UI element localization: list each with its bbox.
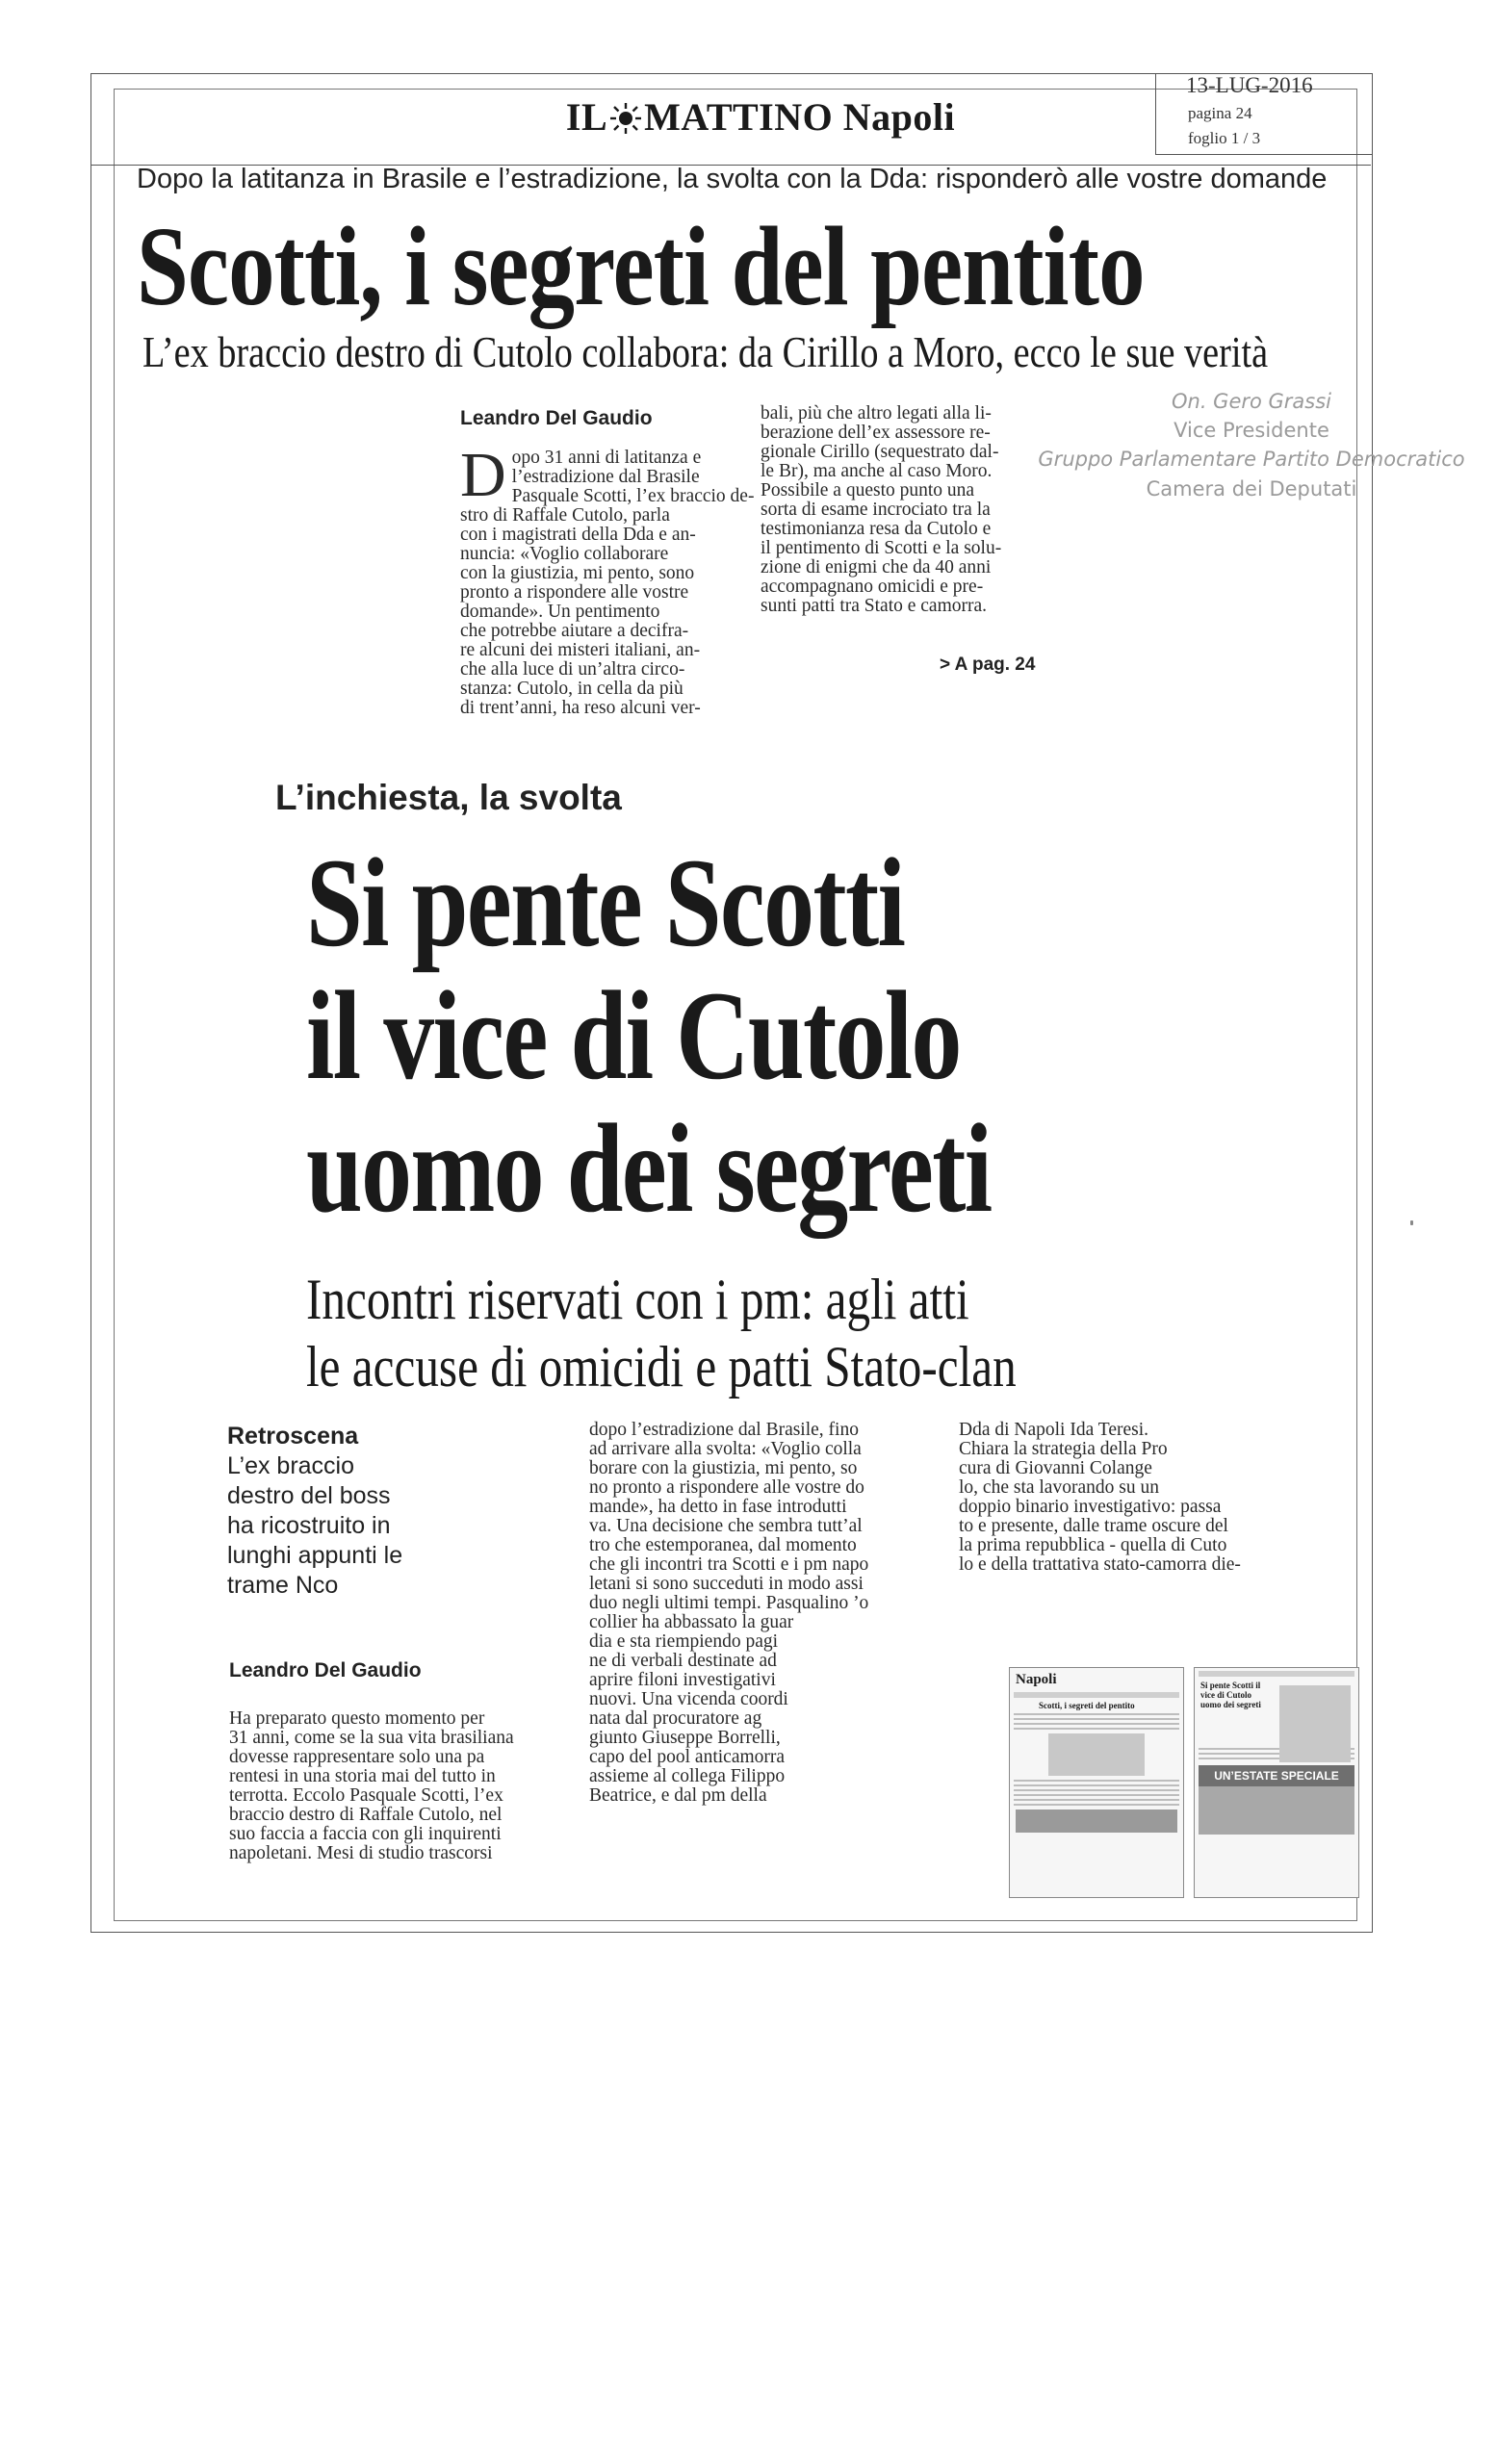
top-col1-line: opo 31 anni di latitanza e — [511, 448, 702, 468]
top-col1-line: con i magistrati della Dda e an- — [460, 525, 696, 545]
top-col1-line: Pasquale Scotti, l’ex braccio de- — [511, 486, 755, 506]
thumbnail-inner-page — [1194, 1667, 1359, 1898]
scan-speck — [1410, 1220, 1413, 1225]
top-byline: Leandro Del Gaudio — [460, 407, 653, 429]
main-col1-line: terrotta. Eccolo Pasquale Scotti, l’ex — [229, 1785, 503, 1806]
stamp-role: Vice Presidente — [1174, 419, 1329, 442]
masthead-right-words: MATTINO Napoli — [644, 95, 956, 139]
top-headline: Scotti, i segreti del pentito — [137, 203, 1145, 329]
thumbnail-front-page — [1009, 1667, 1184, 1898]
main-col2-line: che gli incontri tra Scotti e i pm napo — [589, 1554, 869, 1575]
main-col3-line: cura di Giovanni Colange — [959, 1458, 1152, 1478]
section-kicker: L’inchiesta, la svolta — [275, 778, 622, 817]
main-byline: Leandro Del Gaudio — [229, 1659, 422, 1681]
main-col2-line: aprire filoni investigativi — [589, 1670, 776, 1690]
thumbnail-left-title: Napoli — [1016, 1672, 1057, 1687]
top-col2-line: sorta di esame incrociato tra la — [761, 500, 991, 520]
top-subhead: L’ex braccio destro di Cutolo collabora: da Cirillo a Moro, ecco le sue verità — [142, 328, 1269, 376]
top-col1-line: che alla luce di un’altra circo- — [460, 659, 685, 680]
top-col2-line: sunti patti tra Stato e camorra. — [761, 596, 988, 616]
main-col2-line: dia e sta riempiendo pagi — [589, 1631, 779, 1652]
main-col2-line: mande», ha detto in fase introdutti — [589, 1497, 847, 1517]
top-kicker: Dopo la latitanza in Brasile e l’estradizione, la svolta con la Dda: risponderò alle vostre domande — [137, 164, 1328, 194]
clip-sheet: foglio 1 / 3 — [1188, 129, 1261, 147]
main-col2-line: dopo l’estradizione dal Brasile, fino — [589, 1420, 859, 1440]
top-col1-line: domande». Un pentimento — [460, 602, 660, 622]
top-col1-line: pronto a rispondere alle vostre — [460, 582, 689, 603]
main-col2-line: collier ha abbassato la guar — [589, 1612, 794, 1632]
page-reference: > A pag. 24 — [940, 654, 1036, 675]
thumbnail-right-banner: UN’ESTATE SPECIALE — [1199, 1765, 1354, 1786]
main-col2-line: letani si sono succeduti in modo assi — [589, 1574, 864, 1594]
thumbnail-right-photo — [1279, 1685, 1351, 1762]
main-col3-line: Chiara la strategia della Pro — [959, 1439, 1168, 1459]
main-col3-line: Dda di Napoli Ida Teresi. — [959, 1420, 1149, 1440]
main-column-2 — [589, 1421, 926, 1806]
masthead-left-word: IL — [565, 95, 608, 139]
main-col1-line: suo faccia a faccia con gli inquirenti — [229, 1824, 502, 1844]
top-col2-line: le Br), ma anche al caso Moro. — [761, 461, 993, 481]
main-column-3 — [959, 1421, 1305, 1575]
top-col1-line: di trent’anni, ha reso alcuni ver- — [460, 698, 701, 718]
thumbnail-photo — [1048, 1733, 1145, 1776]
top-col1-line: re alcuni dei misteri italiani, an- — [460, 640, 701, 660]
main-col1-line: Ha preparato questo momento per — [229, 1708, 485, 1729]
newspaper-masthead — [539, 94, 982, 140]
top-column-2 — [761, 404, 1028, 616]
sidebar-text: L’ex braccio destro del boss ha ricostruito in lunghi appunti le trame Nco — [227, 1452, 403, 1599]
top-col2-line: accompagnano omicidi e pre- — [761, 577, 984, 597]
main-col2-line: Beatrice, e dal pm della — [589, 1785, 767, 1806]
top-col2-line: Possibile a questo punto una — [761, 480, 975, 500]
main-headline-line-3: uomo dei segreti — [306, 1097, 992, 1239]
main-col2-line: ad arrivare alla svolta: «Voglio colla — [589, 1439, 862, 1459]
main-col2-line: tro che estemporanea, dal momento — [589, 1535, 857, 1555]
main-col3-line: to e presente, dalle trame oscure del — [959, 1516, 1228, 1536]
thumbnail-right-headline: Si pente Scotti il vice di Cutolo uomo dei segreti — [1200, 1681, 1261, 1709]
top-col2-line: berazione dell’ex assessore re- — [761, 423, 991, 443]
top-col2-line: bali, più che altro legati alla li- — [761, 403, 992, 424]
main-col3-line: lo e della trattativa stato-camorra die- — [959, 1554, 1241, 1575]
main-col2-line: va. Una decisione che sembra tutt’al — [589, 1516, 863, 1536]
top-col1-line: stanza: Cutolo, in cella da più — [460, 679, 684, 699]
top-col2-line: zione di enigmi che da 40 anni — [761, 557, 992, 578]
main-col1-line: 31 anni, come se la sua vita brasiliana — [229, 1728, 514, 1748]
stamp-chamber: Camera dei Deputati — [1146, 477, 1357, 500]
top-col2-line: testimonianza resa da Cutolo e — [761, 519, 992, 539]
main-subhead-line-1: Incontri riservati con i pm: agli atti — [306, 1268, 969, 1331]
top-col2-line: il pentimento di Scotti e la solu- — [761, 538, 1002, 558]
main-col2-line: borare con la giustizia, mi pento, so — [589, 1458, 858, 1478]
dropcap: D — [460, 440, 506, 510]
main-col2-line: capo del pool anticamorra — [589, 1747, 786, 1767]
clip-date: 13-LUG-2016 — [1186, 73, 1313, 97]
stamp-name: On. Gero Grassi — [1171, 390, 1332, 413]
stamp-group: Gruppo Parlamentare Partito Democratico — [1038, 448, 1465, 471]
top-col1-line: nuncia: «Voglio collaborare — [460, 544, 669, 564]
top-col1-line: stro di Raffale Cutolo, parla — [460, 505, 670, 526]
main-col2-line: assieme al collega Filippo — [589, 1766, 786, 1786]
main-column-1 — [229, 1709, 561, 1863]
top-column-1 — [460, 440, 755, 718]
main-col1-line: dovesse rappresentare solo una pa — [229, 1747, 485, 1767]
main-col2-line: no pronto a rispondere alle vostre do — [589, 1477, 864, 1498]
top-col1-line: l’estradizione dal Brasile — [511, 467, 700, 487]
thumbnail-left-headline: Scotti, i segreti del pentito — [1039, 1701, 1135, 1710]
main-subhead-line-2: le accuse di omicidi e patti Stato-clan — [306, 1335, 1017, 1399]
top-col1-line: con la giustizia, mi pento, sono — [460, 563, 695, 583]
main-col3-line: la prima repubblica - quella di Cuto — [959, 1535, 1227, 1555]
main-col3-line: lo, che sta lavorando su un — [959, 1477, 1159, 1498]
sun-logo-icon — [609, 102, 642, 135]
top-col1-line: che potrebbe aiutare a decifra- — [460, 621, 689, 641]
main-col2-line: giunto Giuseppe Borrelli, — [589, 1728, 781, 1748]
main-col1-line: rentesi in una storia mai del tutto in — [229, 1766, 496, 1786]
main-col1-line: napoletani. Mesi di studio trascorsi — [229, 1843, 493, 1863]
main-col2-line: duo negli ultimi tempi. Pasqualino ’o — [589, 1593, 869, 1613]
thumbnail-ad — [1016, 1810, 1177, 1833]
main-col3-line: doppio binario investigativo: passa — [959, 1497, 1222, 1517]
main-headline-line-1: Si pente Scotti — [306, 832, 905, 973]
main-col2-line: nata dal procuratore ag — [589, 1708, 762, 1729]
main-headline-line-2: il vice di Cutolo — [306, 964, 961, 1106]
main-col2-line: nuovi. Una vicenda coordi — [589, 1689, 788, 1709]
main-col2-line: ne di verbali destinate ad — [589, 1651, 777, 1671]
clip-page: pagina 24 — [1188, 104, 1252, 122]
top-col2-line: gionale Cirillo (sequestrato dal- — [761, 442, 999, 462]
sidebar-title: Retroscena — [227, 1423, 359, 1450]
main-col1-line: braccio destro di Raffale Cutolo, nel — [229, 1805, 503, 1825]
